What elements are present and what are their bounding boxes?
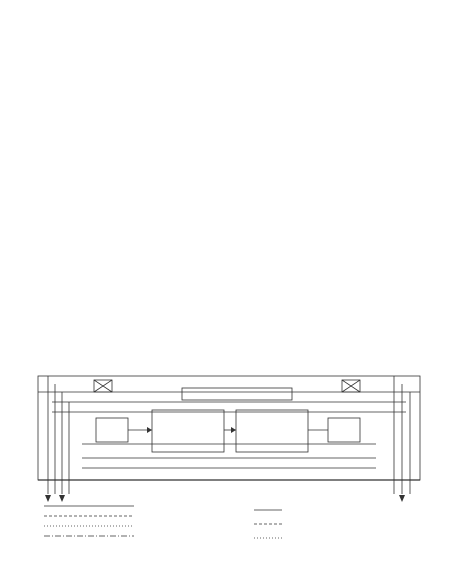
box-small-right — [328, 418, 360, 442]
document-page — [18, 6, 442, 16]
box-right-center — [236, 410, 308, 452]
box-left-center — [152, 410, 224, 452]
hand-drawn-schema-diagram — [22, 374, 436, 560]
box-small-left — [96, 418, 128, 442]
box-top-center — [182, 388, 292, 400]
